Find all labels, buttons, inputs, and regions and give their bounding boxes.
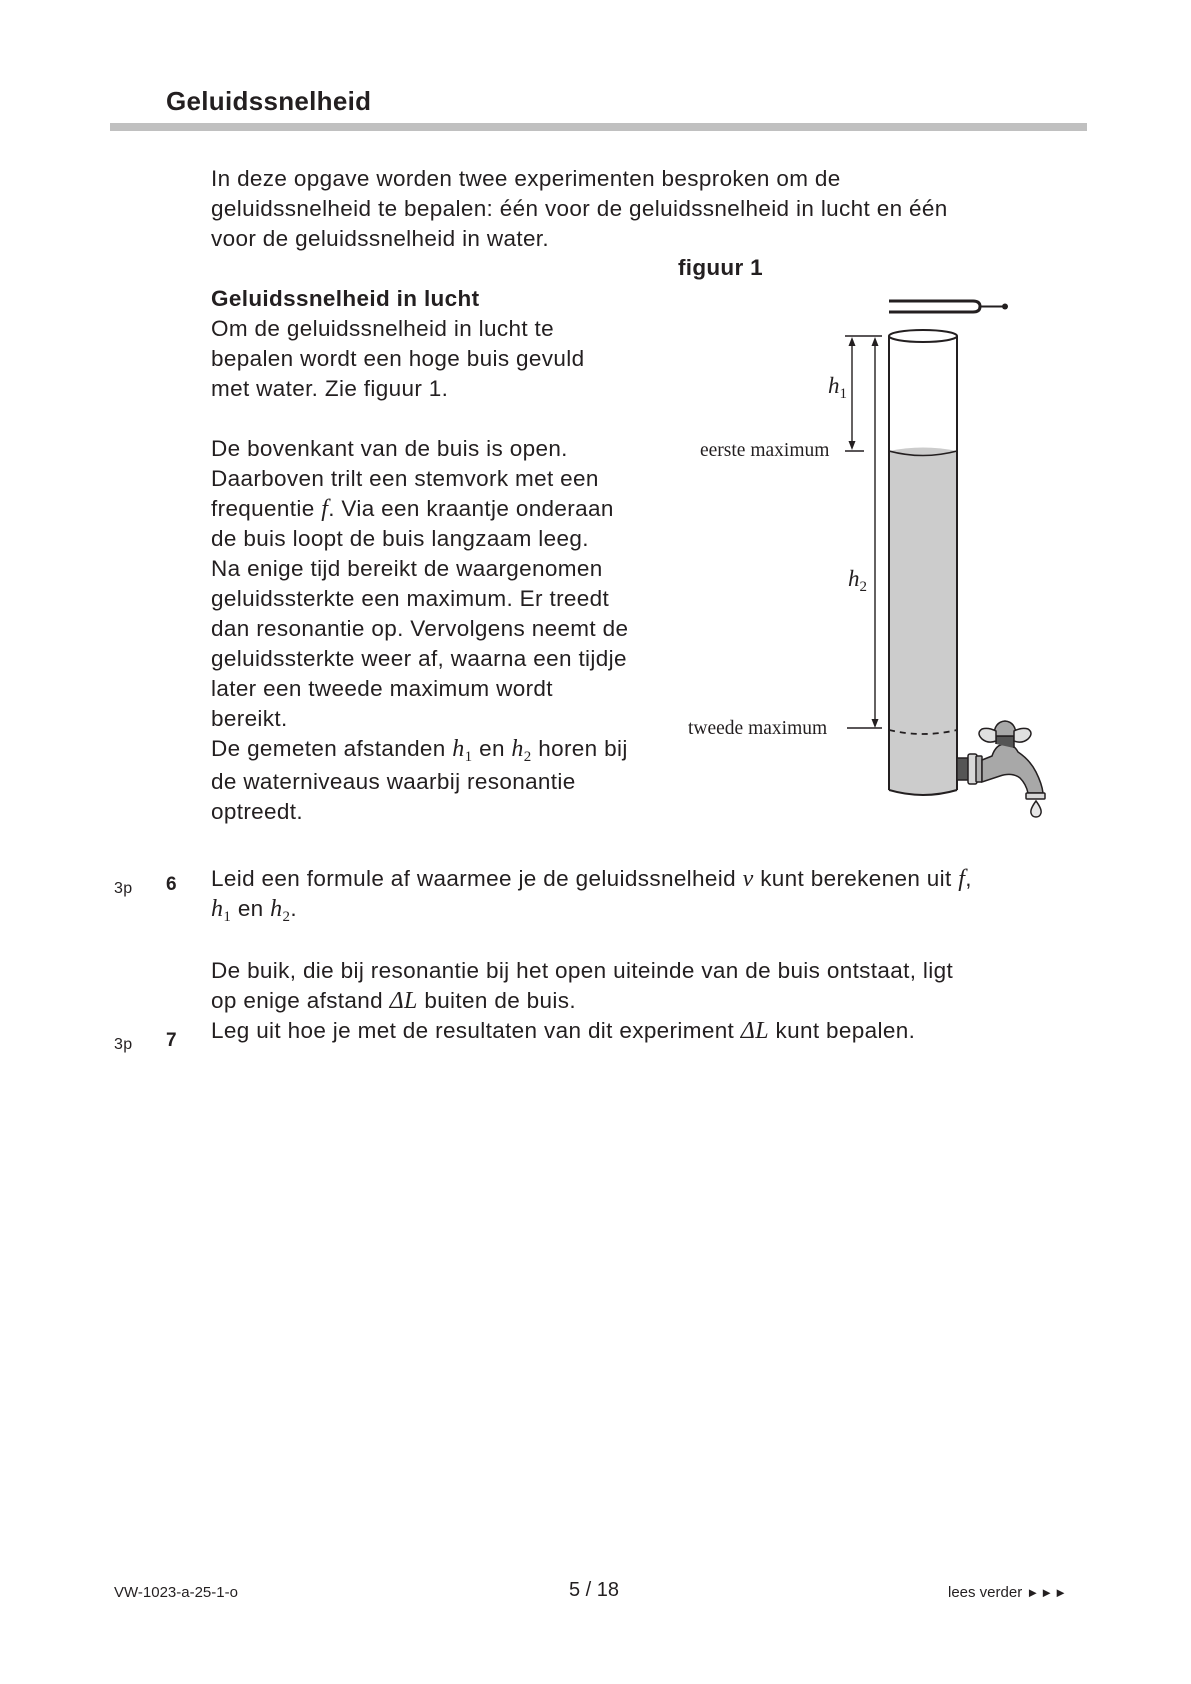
tube-icon [889, 330, 957, 795]
variable-f: f [321, 496, 329, 522]
variable-v: v [742, 866, 754, 892]
text: frequentie [211, 496, 322, 521]
subsection-heading: Geluidssnelheid in lucht [211, 286, 480, 311]
page-number: 5 / 18 [569, 1579, 620, 1601]
variable-h1: $h_1$ [211, 896, 232, 925]
text: De gemeten afstanden [211, 736, 453, 761]
tap-icon [957, 721, 1045, 817]
variable-h2: $h_2$ [270, 896, 291, 925]
paragraph-line: Daarboven trilt een stemvork met een [211, 466, 599, 491]
question-text: Leid een formule af waarmee je de geluidssnelheid v kunt berekenen uit f, [211, 866, 972, 892]
paragraph-line: de buis loopt de buis langzaam leeg. [211, 526, 589, 551]
paragraph-line: geluidssterkte een maximum. Er treedt [211, 586, 610, 611]
section-title: Geluidssnelheid [166, 86, 372, 116]
intro-line: In deze opgave worden twee experimenten besproken om de [211, 166, 841, 191]
variable-h1: $h_1$ [452, 736, 473, 765]
paragraph-line: bereikt. [211, 706, 288, 731]
paragraph-line: bepalen wordt een hoge buis gevuld [211, 346, 585, 371]
text: en [472, 736, 512, 761]
label-h2: $h_2$ [848, 566, 867, 595]
paragraph-line: de waterniveaus waarbij resonantie [211, 769, 576, 794]
tuning-fork-icon [889, 301, 1008, 312]
continue-indicator [948, 1584, 1068, 1601]
question-text: Leg uit hoe je met de resultaten van dit experiment ΔL kunt bepalen. [211, 1018, 916, 1044]
question-number: 6 [166, 874, 177, 895]
variable-delta-l: ΔL [740, 1018, 769, 1044]
question-context: De buik, die bij resonantie bij het open uiteinde van de buis ontstaat, ligt [211, 958, 954, 983]
figure-caption: figuur 1 [678, 255, 763, 280]
paragraph-line: Na enige tijd bereikt de waargenomen [211, 556, 603, 581]
label-eerste-maximum: eerste maximum [700, 440, 830, 461]
paragraph-line: Om de geluidssnelheid in lucht te [211, 316, 554, 341]
intro-line: geluidssnelheid te bepalen: één voor de geluidssnelheid in lucht en één [211, 196, 948, 221]
continue-label: lees verder [948, 1584, 1023, 1601]
text: horen bij [531, 736, 628, 761]
question-context: op enige afstand ΔL buiten de buis. [211, 988, 576, 1014]
intro-line: voor de geluidssnelheid in water. [211, 226, 550, 251]
paragraph-line: De bovenkant van de buis is open. [211, 436, 568, 461]
variable-f: f [958, 866, 966, 892]
paragraph-line: later een tweede maximum wordt [211, 676, 553, 701]
variable-h2: $h_2$ [511, 736, 532, 765]
text: . Via een kraantje onderaan [328, 496, 614, 521]
paragraph-line: geluidssterkte weer af, waarna een tijdje [211, 646, 627, 671]
question-text: $h_1$ en $h_2$. [211, 896, 297, 925]
dimension-arrows [845, 336, 882, 728]
paragraph-line: dan resonantie op. Vervolgens neemt de [211, 616, 629, 641]
variable-delta-l: ΔL [389, 988, 418, 1014]
question-points: 3p [114, 1036, 133, 1053]
exam-code: VW-1023-a-25-1-o [114, 1584, 238, 1601]
paragraph-line: optreedt. [211, 799, 303, 824]
question-points: 3p [114, 880, 133, 897]
question-number: 7 [166, 1030, 177, 1051]
triple-arrow-icon: ►►► [1026, 1585, 1068, 1600]
label-tweede-maximum: tweede maximum [688, 718, 828, 739]
paragraph-line: met water. Zie figuur 1. [211, 376, 449, 401]
label-h1: $h_1$ [828, 373, 847, 402]
